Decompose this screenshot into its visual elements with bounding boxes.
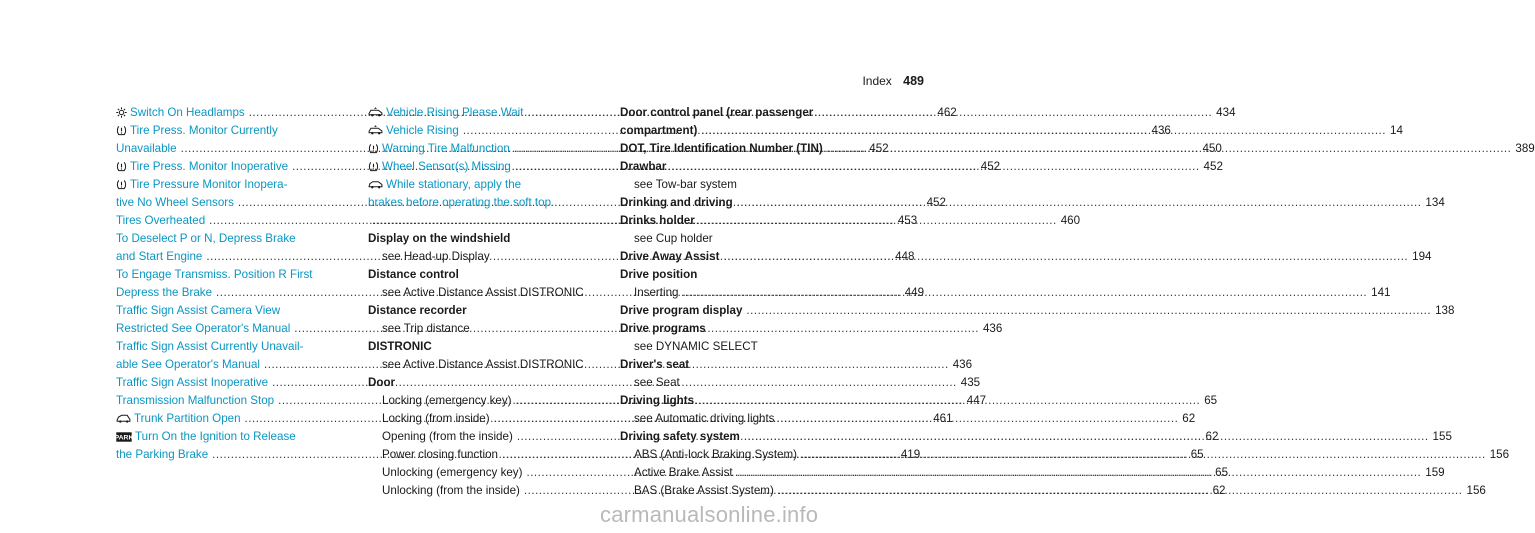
entry-text: Warning Tire Malfunction	[382, 142, 510, 155]
index-entry-see-trip-distance	[368, 320, 600, 338]
page-ref: 14	[1390, 124, 1403, 137]
entry-text: Vehicle Rising Please Wait	[386, 106, 524, 119]
tire-icon	[116, 122, 127, 140]
index-entry-traffic-sign-assist-camera-view[interactable]	[116, 302, 348, 320]
page-ref: 452	[869, 142, 889, 155]
index-entry-door	[368, 374, 600, 392]
car-trunk-icon	[116, 410, 131, 428]
entry-text: Drive position	[620, 268, 698, 281]
car-lift-icon	[368, 122, 383, 140]
page-ref: 159	[1425, 466, 1445, 479]
entry-text: Drinks holder	[620, 214, 695, 227]
index-entry-see-automatic-driving-lights	[620, 410, 867, 428]
page-ref: 448	[895, 250, 915, 263]
index-entry-drive-programs	[620, 320, 867, 338]
entry-text: Driving safety system	[620, 430, 740, 443]
dot-leader	[737, 194, 1422, 212]
page-ref: 436	[952, 358, 973, 371]
entry-text: see Trip distance	[382, 322, 470, 335]
entry-text: and Start Engine	[116, 250, 203, 263]
entry-text: brakes before operating the soft top.	[368, 196, 555, 209]
entry-text: Drive programs	[620, 322, 706, 335]
entry-text: ABS (Anti-lock Braking System)	[634, 448, 798, 461]
header-label: Index	[862, 74, 892, 88]
index-entry-while-stationary-apply-the[interactable]	[368, 176, 600, 194]
index-entry-see-head-up-display	[368, 248, 600, 266]
entry-text: Distance control	[368, 268, 459, 281]
index-entry-door-control-panel-rear-passenger	[620, 104, 867, 122]
index-entry-drawbar	[620, 158, 867, 176]
index-entry-see-active-distance-assist-distronic	[368, 284, 600, 302]
page-number: 489	[903, 74, 924, 88]
page-ref: 450	[1202, 142, 1222, 155]
entry-text: To Deselect P or N, Depress Brake	[116, 232, 296, 245]
index-entry-see-dynamic-select	[620, 338, 867, 356]
entry-text: Trunk Partition Open	[134, 412, 241, 425]
dot-leader	[801, 446, 1486, 464]
page-ref: 65	[1215, 466, 1229, 479]
entry-text: Power closing function	[382, 448, 498, 461]
entry-text: Traffic Sign Assist Currently Unavail-	[116, 340, 304, 353]
page-ref: 155	[1432, 430, 1452, 443]
page-ref: 138	[1435, 304, 1455, 317]
index-entry-see-tow-bar-system	[620, 176, 867, 194]
page-ref: 436	[1151, 124, 1171, 137]
entry-text: the Parking Brake	[116, 448, 209, 461]
dot-leader	[723, 248, 1408, 266]
index-entry-see-cup-holder	[620, 230, 867, 248]
dot-leader	[682, 284, 1367, 302]
page-ref: 435	[960, 376, 981, 389]
entry-text: able See Operator's Manual	[116, 358, 260, 371]
index-entry-drive-program-display	[620, 302, 1455, 320]
index-entry-traffic-sign-assist-currently-unavail[interactable]	[116, 338, 348, 356]
page-ref: 134	[1425, 196, 1445, 209]
sun-icon	[116, 104, 127, 122]
page-ref: 156	[1466, 484, 1486, 497]
entry-text: Driving lights	[620, 394, 695, 407]
entry-text: Traffic Sign Assist Camera View	[116, 304, 281, 317]
entry-text: Opening (from the inside)	[382, 430, 513, 443]
page-ref: 389	[1515, 142, 1535, 155]
svg-text:PARK: PARK	[114, 434, 134, 442]
dot-leader	[827, 140, 1512, 158]
page-ref: 462	[937, 106, 957, 119]
page-header	[862, 74, 924, 88]
page-ref: 141	[1371, 286, 1391, 299]
entry-text: tive No Wheel Sensors	[116, 196, 234, 209]
entry-text: Drive program display	[620, 304, 743, 317]
dot-leader	[746, 302, 1431, 320]
entry-text: see Active Distance Assist DISTRONIC	[382, 286, 584, 299]
page-ref: 62	[1212, 484, 1226, 497]
entry-text: see Seat	[634, 376, 680, 389]
index-entry-display-on-the-windshield	[368, 230, 600, 248]
entry-text: Vehicle Rising	[386, 124, 459, 137]
entry-text: Unavailable	[116, 142, 177, 155]
entry-text: To Engage Transmiss. Position R First	[116, 268, 313, 281]
entry-text: Switch On Headlamps	[130, 106, 245, 119]
page-ref: 156	[1489, 448, 1510, 461]
index-entry-distronic	[368, 338, 600, 356]
watermark: carmanualsonline.info	[600, 502, 819, 527]
entry-text: Drinking and driving	[620, 196, 733, 209]
entry-text: Distance recorder	[368, 304, 467, 317]
page-ref: 194	[1412, 250, 1432, 263]
entry-text: Restricted See Operator's Manual	[116, 322, 291, 335]
entry-text: Tire Pressure Monitor Inopera-	[130, 178, 288, 191]
entry-text: compartment)	[620, 124, 698, 137]
entry-text: Tire Press. Monitor Currently	[130, 124, 278, 137]
entry-text: Drawbar	[620, 160, 667, 173]
index-entry-see-active-distance-assist-distronic	[368, 356, 600, 374]
entry-text: Depress the Brake	[116, 286, 213, 299]
tire-icon	[116, 158, 127, 176]
entry-text: Transmission Malfunction Stop	[116, 394, 275, 407]
page-ref: 447	[966, 394, 987, 407]
car-side-icon	[368, 176, 383, 194]
index-entry-see-seat	[620, 374, 867, 392]
page-ref: 65	[1204, 394, 1218, 407]
entry-text: Tire Press. Monitor Inoperative	[130, 160, 289, 173]
entry-text: Traffic Sign Assist Inoperative	[116, 376, 269, 389]
entry-text: see Automatic driving lights	[634, 412, 775, 425]
page-ref: 62	[1205, 430, 1219, 443]
entry-text: Display on the windshield	[368, 232, 511, 245]
index-entry-drive-position	[620, 266, 867, 284]
dot-leader	[778, 482, 1463, 500]
index-entry-driving-lights	[620, 392, 867, 410]
index-entry-to-engage-transmiss-position-r-first[interactable]	[116, 266, 348, 284]
page-ref: 452	[926, 196, 946, 209]
park-icon	[116, 428, 132, 446]
entry-text: see Active Distance Assist DISTRONIC	[382, 358, 584, 371]
entry-text: Turn On the Ignition to Release	[135, 430, 296, 443]
entry-text: While stationary, apply the	[386, 178, 522, 191]
entry-text: Tires Overheated	[116, 214, 206, 227]
index-entry-turn-on-the-ignition-to-release[interactable]	[116, 428, 348, 446]
entry-text: see Tow-bar system	[634, 178, 737, 191]
page-ref: 62	[1182, 412, 1196, 425]
entry-text: Door	[368, 376, 396, 389]
entry-text: see DYNAMIC SELECT	[634, 340, 758, 353]
dot-leader	[737, 464, 1422, 482]
index-entry-to-deselect-p-or-n-depress-brake[interactable]	[116, 230, 348, 248]
page-ref: 452	[1203, 160, 1223, 173]
index-entry-brakes-before-operating-the-soft-top[interactable]	[368, 194, 600, 212]
entry-text: Locking (emergency key)	[382, 394, 512, 407]
page-ref: 453	[897, 214, 918, 227]
entry-text: Drive Away Assist	[620, 250, 720, 263]
page-ref: 461	[933, 412, 953, 425]
entry-text: Driver's seat	[620, 358, 690, 371]
page-ref: 452	[980, 160, 1001, 173]
tire-icon	[116, 176, 127, 194]
tire-icon	[368, 140, 379, 158]
entry-text: Active Brake Assist	[634, 466, 733, 479]
car-lift-icon	[368, 104, 383, 122]
page-ref: 65	[1190, 448, 1204, 461]
entry-text: Locking (from inside)	[382, 412, 490, 425]
page-ref: 449	[904, 286, 925, 299]
entry-text: Inserting	[634, 286, 679, 299]
entry-text: BAS (Brake Assist System)	[634, 484, 774, 497]
tire-icon	[368, 158, 379, 176]
entry-text: DISTRONIC	[368, 340, 432, 353]
page-ref: 460	[1060, 214, 1081, 227]
index-entry-tire-pressure-monitor-inopera[interactable]	[116, 176, 348, 194]
dot-leader	[701, 122, 1386, 140]
index-entry-tire-press-monitor-currently[interactable]	[116, 122, 348, 140]
entry-text: DOT, Tire Identification Number (TIN)	[620, 142, 823, 155]
index-entry-driver-s-seat	[620, 356, 867, 374]
entry-text: see Head-up Display	[382, 250, 490, 263]
page-ref: 436	[982, 322, 1003, 335]
entry-text: Unlocking (from the inside)	[382, 484, 520, 497]
entry-text: see Cup holder	[634, 232, 713, 245]
entry-text: Unlocking (emergency key)	[382, 466, 523, 479]
index-entry-distance-recorder	[368, 302, 600, 320]
index-entry-distance-control	[368, 266, 600, 284]
page-ref: 419	[900, 448, 921, 461]
entry-text: Door control panel (rear passenger	[620, 106, 814, 119]
index-entry-drinks-holder	[620, 212, 867, 230]
dot-leader	[744, 428, 1429, 446]
entry-text: Wheel Sensor(s) Missing	[382, 160, 511, 173]
page-ref: 434	[1216, 106, 1236, 119]
